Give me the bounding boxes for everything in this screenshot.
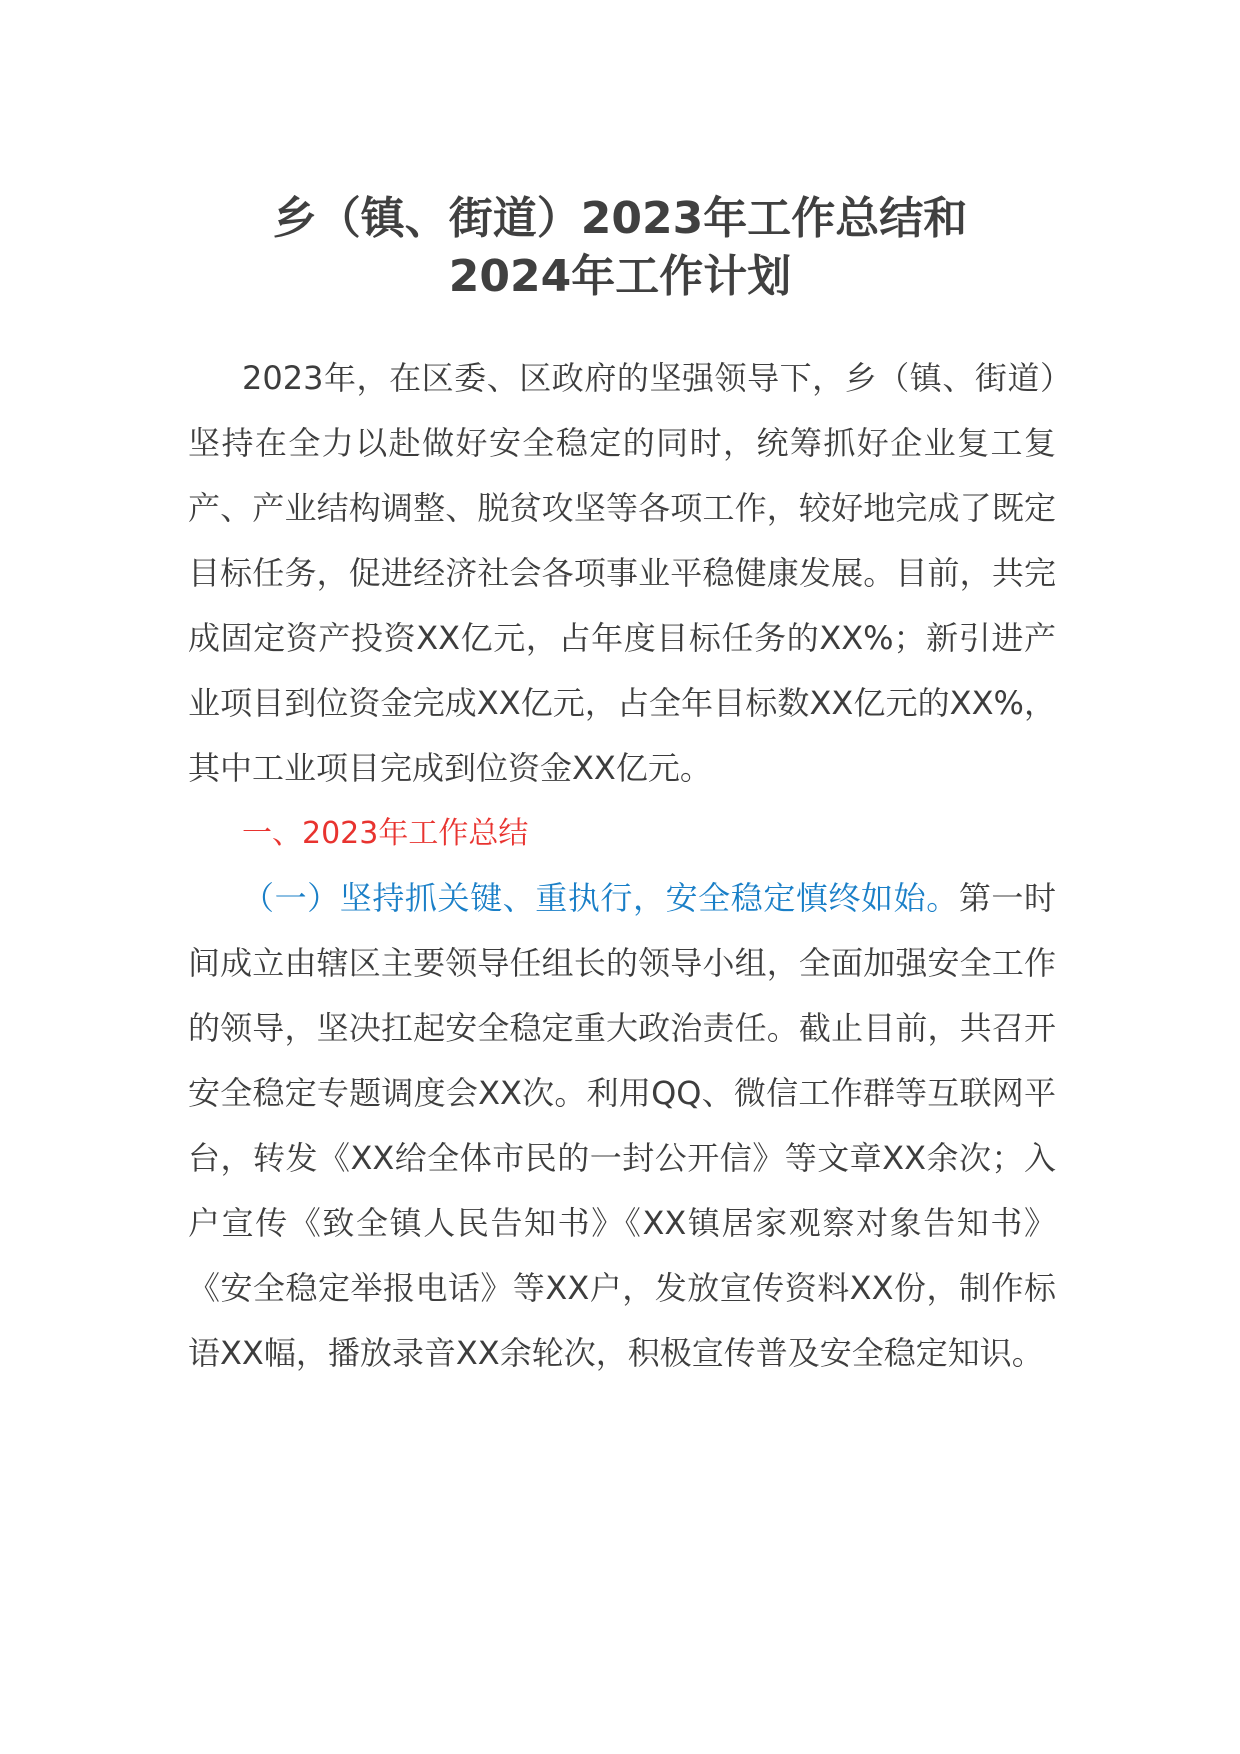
document-body [188, 346, 1056, 1386]
title-line-1: 乡（镇、街道）2023年工作总结和 [272, 193, 968, 244]
document-title [160, 190, 1080, 306]
subsection-1-body: 第一时间成立由辖区主要领导任组长的领导小组，全面加强安全工作的领导，坚决扛起安全稳定重大政治责任。截止目前，共召开安全稳定专题调度会XX次。利用QQ、微信工作群等互联网平台，转发《XX给全体市民的一封公开信》等文章XX余次；入户宣传《致全镇人民告知书》《XX镇居家观察对象告知书》《安全稳定举报电话》等XX户，发放宣传资料XX份，制作标语XX幅，播放录音XX余轮次，积极宣传普及安全稳定知识。 [188, 879, 1056, 1372]
subsection-1-title: （一）坚持抓关键、重执行，安全稳定慎终如始。 [242, 879, 959, 917]
title-line-2: 2024年工作计划 [448, 251, 792, 302]
intro-paragraph: 2023年，在区委、区政府的坚强领导下，乡（镇、街道）坚持在全力以赴做好安全稳定的同时，统筹抓好企业复工复产、产业结构调整、脱贫攻坚等各项工作，较好地完成了既定目标任务，促进经济社会各项事业平稳健康发展。目前，共完成固定资产投资XX亿元，占年度目标任务的XX%；新引进产业项目到位资金完成XX亿元，占全年目标数XX亿元的XX%，其中工业项目完成到位资金XX亿元。 [188, 359, 1056, 787]
subsection-1-paragraph [188, 866, 1056, 1386]
section-heading-2023-summary: 一、2023年工作总结 [242, 816, 529, 851]
